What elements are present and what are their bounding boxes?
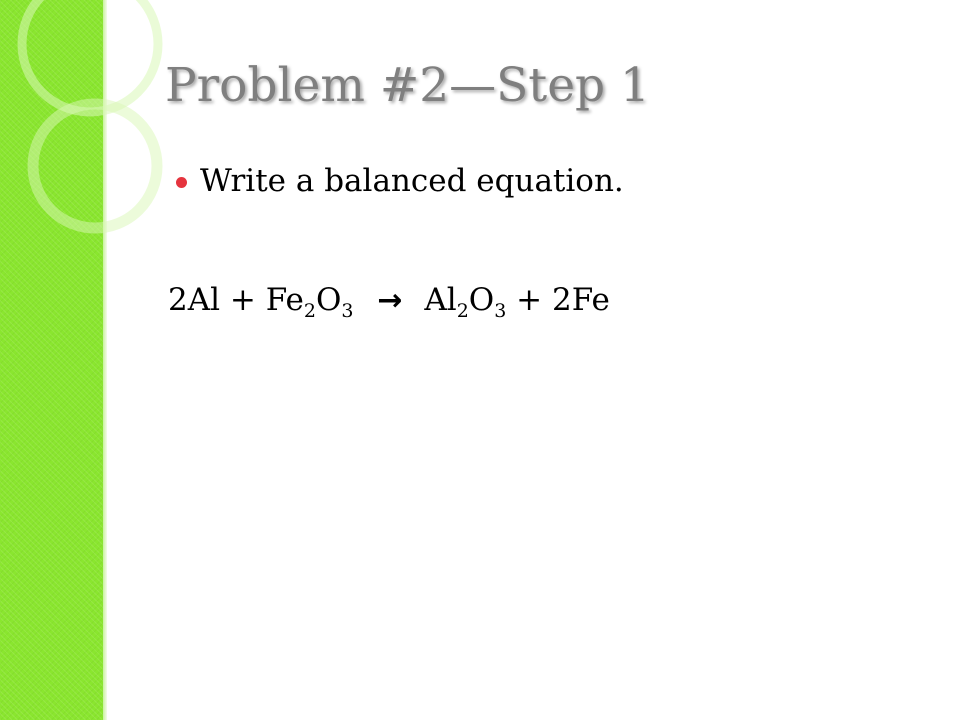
- product-iron: 2Fe: [552, 282, 610, 318]
- product-aluminum-oxide: $Al_2O_3$: [424, 282, 507, 322]
- circle-decoration-icon: [0, 0, 140, 260]
- plus-sign: +: [516, 282, 543, 318]
- chemical-equation: [168, 282, 610, 322]
- bullet-item: [176, 163, 624, 199]
- reactant-aluminum: 2Al: [168, 282, 221, 318]
- reactant-iron-oxide: $Fe_2O_3$: [265, 282, 354, 322]
- bullet-dot-icon: [176, 177, 187, 188]
- plus-sign: +: [229, 282, 256, 318]
- slide-title: Problem #2—Step 1: [165, 58, 650, 113]
- reaction-arrow-icon: →: [377, 283, 403, 318]
- bullet-text: Write a balanced equation.: [200, 163, 624, 199]
